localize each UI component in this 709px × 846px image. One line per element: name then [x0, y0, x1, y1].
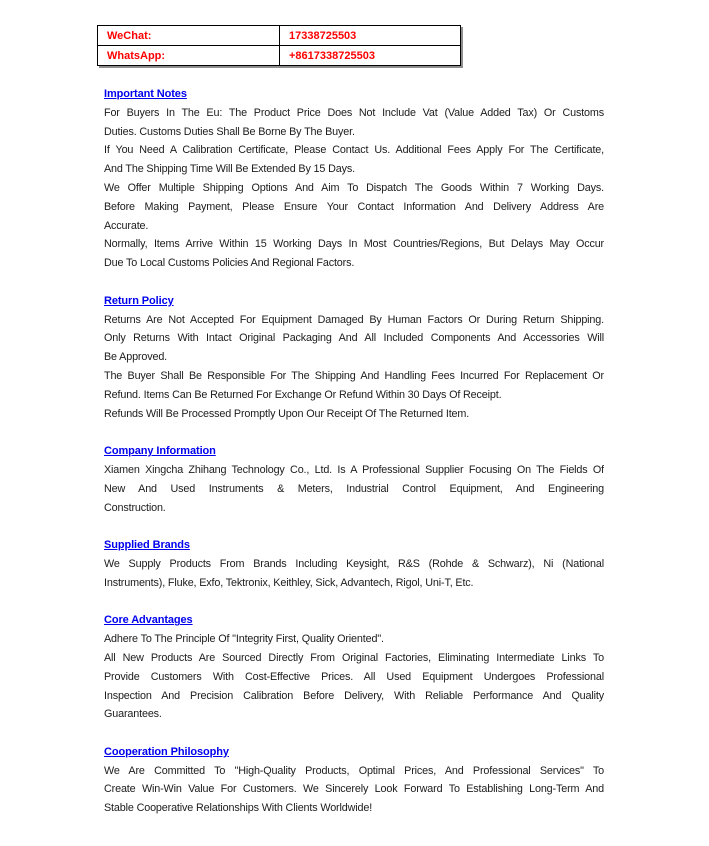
body-line: Xiamen Xingcha Zhihang Technology Co., Ltd. Is A Professional Supplier Focusing On The Fields Of: [104, 463, 604, 476]
document-section: [104, 292, 604, 424]
body-line: Only Returns With Intact Original Packaging And All Included Components And Accessories Will: [104, 332, 604, 345]
document-section: [104, 536, 604, 592]
body-line: We Supply Products From Brands Including Keysight, R&S (Rohde & Schwarz), Ni (National: [104, 557, 604, 570]
body-line: Returns Are Not Accepted For Equipment Damaged By Human Factors Or During Return Shipping.: [104, 313, 604, 326]
body-line: Guarantees.: [104, 708, 162, 721]
section-heading: Company Information: [104, 445, 216, 458]
body-line: We Offer Multiple Shipping Options And Aim To Dispatch The Goods Within 7 Working Days.: [104, 181, 604, 194]
body-line: Refunds Will Be Processed Promptly Upon Our Receipt Of The Returned Item.: [104, 407, 470, 420]
body-line: Inspection And Precision Calibration Before Delivery, With Reliable Performance And Quality: [104, 689, 604, 702]
document-section: [104, 85, 604, 273]
section-heading: Return Policy: [104, 294, 174, 307]
body-line: Stable Cooperative Relationships With Clients Worldwide!: [104, 802, 373, 815]
body-line: If You Need A Calibration Certificate, Please Contact Us. Additional Fees Apply For The Certificate,: [104, 144, 604, 157]
section-heading: Supplied Brands: [104, 539, 190, 552]
body-line: The Buyer Shall Be Responsible For The Shipping And Handling Fees Incurred For Replacement Or: [104, 369, 604, 382]
wechat-value: 17338725503: [280, 26, 461, 46]
body-line: And The Shipping Time Will Be Extended By 15 Days.: [104, 163, 355, 176]
body-line: Construction.: [104, 501, 166, 514]
document-section: [104, 743, 604, 818]
body-line: Instruments), Fluke, Exfo, Tektronix, Keithley, Sick, Advantech, Rigol, Uni-T, Etc.: [104, 576, 474, 589]
body-line: All New Products Are Sourced Directly From Original Factories, Eliminating Intermediate Links To: [104, 651, 604, 664]
table-row: [98, 46, 461, 66]
table-row: [98, 26, 461, 46]
body-line: Create Win-Win Value For Customers. We Sincerely Look Forward To Establishing Long-Term And: [104, 783, 604, 796]
body-line: Be Approved.: [104, 351, 168, 364]
body-line: Adhere To The Principle Of "Integrity First, Quality Oriented".: [104, 633, 384, 646]
body-line: New And Used Instruments & Meters, Industrial Control Equipment, And Engineering: [104, 482, 604, 495]
body-line: Provide Customers With Cost-Effective Prices. All Used Equipment Undergoes Professional: [104, 670, 604, 683]
body-line: Accurate.: [104, 219, 149, 232]
body-line: Refund. Items Can Be Returned For Exchange Or Refund Within 30 Days Of Receipt.: [104, 388, 502, 401]
section-heading: Cooperation Philosophy: [104, 745, 229, 758]
body-line: Normally, Items Arrive Within 15 Working Days In Most Countries/Regions, But Delays May Occur: [104, 238, 604, 251]
body-line: Duties. Customs Duties Shall Be Borne By The Buyer.: [104, 125, 355, 138]
document-section: [104, 611, 604, 724]
wechat-label: WeChat:: [98, 26, 280, 46]
document-sections: [104, 85, 604, 837]
contact-table: [97, 25, 461, 66]
body-line: We Are Committed To "High-Quality Products, Optimal Prices, And Professional Services" To: [104, 764, 604, 777]
body-line: For Buyers In The Eu: The Product Price Does Not Include Vat (Value Added Tax) Or Customs: [104, 106, 604, 119]
section-heading: Important Notes: [104, 88, 187, 100]
whatsapp-value: +8617338725503: [280, 46, 461, 66]
whatsapp-label: WhatsApp:: [98, 46, 280, 66]
document-section: [104, 442, 604, 517]
body-line: Due To Local Customs Policies And Regional Factors.: [104, 257, 355, 270]
body-line: Before Making Payment, Please Ensure Your Contact Information And Delivery Address Are: [104, 200, 604, 213]
section-heading: Core Advantages: [104, 614, 193, 627]
